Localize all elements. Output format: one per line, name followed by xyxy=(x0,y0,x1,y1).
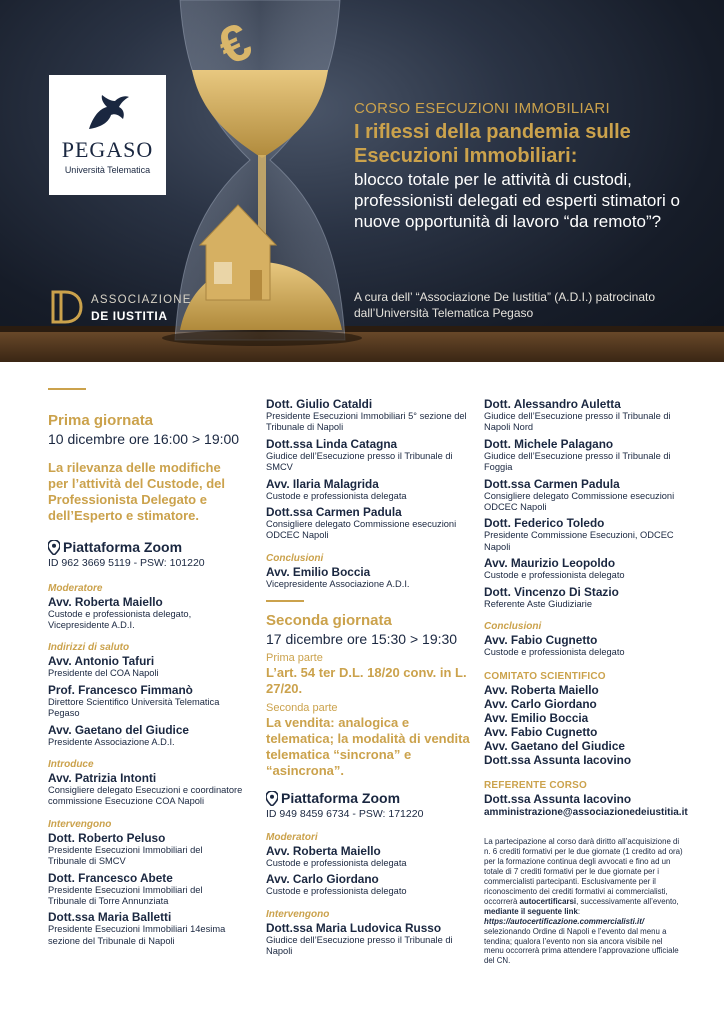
speaker-role: Direttore Scientifico Università Telematica Pegaso xyxy=(48,696,220,719)
speaker-name: Avv. Fabio Cugnetto xyxy=(484,633,598,648)
day1-label: Prima giornata xyxy=(48,411,154,429)
speaker-role: Giudice dell’Esecuzione presso il Tribunale di SMCV xyxy=(266,450,453,473)
comitato-member: Dott.ssa Assunta Iacovino xyxy=(484,753,632,768)
speaker-name: Avv. Emilio Boccia xyxy=(266,564,371,579)
speaker-role: Presidente Esecuzioni Immobiliari del Tribunale di SMCV xyxy=(48,844,203,867)
location-pin-icon xyxy=(266,791,278,806)
pegaso-logo xyxy=(49,75,166,195)
speaker-role: Custode e professionista delegato xyxy=(484,647,625,658)
column-middle xyxy=(266,397,471,957)
referente-heading: REFERENTE CORSO xyxy=(484,780,588,792)
page-title: I riflessi della pandemia sulle Esecuzioni Immobiliari: xyxy=(354,121,631,167)
speaker-role: Referente Aste Giudiziarie xyxy=(484,598,593,609)
column-right xyxy=(484,397,688,966)
day1-introduce-heading: Introduce xyxy=(48,758,94,770)
speaker-name: Avv. Gaetano del Giudice xyxy=(48,722,189,737)
day1-ore: ore xyxy=(128,430,150,447)
pegasus-logo-icon xyxy=(85,93,131,133)
speaker-role: Presidente Esecuzioni Immobiliari 14esima sezione del Tribunale di Napoli xyxy=(48,924,226,946)
autocertificazione-link[interactable]: https://autocertificazione.commercialisti.it/ xyxy=(484,916,645,926)
speaker-name: Dott. Francesco Abete xyxy=(48,870,173,885)
day1-time: 16:00 > 19:00 xyxy=(153,430,240,447)
speaker-name: Dott.ssa Carmen Padula xyxy=(266,505,402,520)
speaker-role: Presidente Commissione Esecuzioni, ODCEC Napoli xyxy=(484,530,674,552)
speaker-name: Avv. Roberta Maiello xyxy=(266,843,381,858)
page-subtitle: blocco totale per le attività di custodi, professionisti delegati ed esperti stimatori o nuove opportunità di lavoro “da remoto”? xyxy=(354,170,680,231)
speaker-name: Dott.ssa Carmen Padula xyxy=(484,476,620,491)
comitato-member: Avv. Gaetano del Giudice xyxy=(484,739,625,754)
location-pin-icon xyxy=(48,540,60,555)
comitato-member: Avv. Roberta Maiello xyxy=(484,683,599,698)
speaker-role: Custode e professionista delegato, Vicepresidente A.D.I. xyxy=(48,608,192,630)
day2-date: 17 dicembre xyxy=(266,630,344,647)
speaker-name: Dott. Federico Toledo xyxy=(484,516,605,531)
speaker-role: Giudice dell’Esecuzione presso il Tribunale di Foggia xyxy=(484,450,671,473)
day2-part1-label: Prima parte xyxy=(266,651,323,664)
speaker-name: Dott. Roberto Peluso xyxy=(48,830,166,845)
referente-name: Dott.ssa Assunta Iacovino xyxy=(484,792,632,807)
day2-platform-id: ID 949 8459 6734 - PSW: 171220 xyxy=(266,807,424,820)
notice-bold: mediante il seguente link xyxy=(484,906,578,916)
day1-date: 10 dicembre xyxy=(48,430,126,447)
day2-label: Seconda giornata xyxy=(266,611,392,629)
speaker-role: Presidente Esecuzioni Immobiliari 5° sezione del Tribunale di Napoli xyxy=(266,411,467,433)
day2-platform-label: Piattaforma Zoom xyxy=(281,789,401,806)
day2-part2-label: Seconda parte xyxy=(266,701,338,714)
logo-name: PEGASO xyxy=(61,137,154,162)
speaker-name: Dott. Alessandro Auletta xyxy=(484,397,621,411)
comitato-member: Avv. Carlo Giordano xyxy=(484,697,597,712)
day1-platform-id: ID 962 3669 5119 - PSW: 101220 xyxy=(48,556,205,569)
day2-intervengono-heading: Intervengono xyxy=(266,908,330,920)
notice-text: , successivamente all’evento, xyxy=(576,896,679,906)
notice-text: La partecipazione al corso darà diritto all’acquisizione di n. 6 crediti formativi per le due giornate (1 credito ad ora) per la formazione continua degli avvocati e fino ad un totale di 7 crediti formativi per le due giornate per i commercialisti partecipanti. Esclusivamente per il riconoscimento dei crediti formativi ai commercialisti, occorrerà xyxy=(484,837,683,906)
speaker-role: Giudice dell’Esecuzione presso il Tribunale di Napoli xyxy=(266,934,453,956)
speaker-name: Avv. Ilaria Malagrida xyxy=(266,476,379,491)
curated-by: A cura dell’ “Associazione De Iustitia” (A.D.I.) patrocinato dall’Università Telematica Pegaso xyxy=(354,290,656,320)
speaker-name: Avv. Carlo Giordano xyxy=(266,872,379,887)
day2-time: 15:30 > 19:30 xyxy=(371,630,458,647)
column-day1 xyxy=(48,380,243,947)
assoc-line2: DE IUSTITIA xyxy=(91,309,168,323)
speaker-name: Avv. Patrizia Intonti xyxy=(48,770,157,785)
speaker-role: Custode e professionista delegato xyxy=(484,570,625,581)
speaker-role: Consigliere delegato Esecuzioni e coordinatore commissione Esecuzione COA Napoli xyxy=(48,784,243,807)
svg-text:€: € xyxy=(209,12,261,78)
speaker-name: Dott. Michele Palagano xyxy=(484,436,614,451)
speaker-role: Presidente Esecuzioni Immobiliari del Tribunale di Torre Annunziata xyxy=(48,884,203,906)
course-kicker: CORSO ESECUZIONI IMMOBILIARI xyxy=(354,100,610,117)
speaker-name: Dott. Vincenzo Di Stazio xyxy=(484,584,619,599)
speaker-name: Dott.ssa Linda Catagna xyxy=(266,436,398,451)
notice-text: selezionando Ordine di Napoli e l’evento dal menu a tendina; qualora l’evento non sia ancora visibile nel menu occorrerà prima attendere l’approvazione ufficiale del CN. xyxy=(484,926,679,966)
divider xyxy=(266,600,304,602)
day2-moderatori-heading: Moderatori xyxy=(266,831,318,843)
speaker-name: Dott.ssa Maria Balletti xyxy=(48,910,172,925)
day1-moderatore-heading: Moderatore xyxy=(48,582,103,594)
speaker-role: Custode e professionista delegata xyxy=(266,857,407,868)
day2-ore: ore xyxy=(346,630,368,647)
divider xyxy=(48,388,86,390)
day1-topic: La rilevanza delle modifiche per l’attività del Custode, del Professionista Delegato e dell’Esperto e stimatore. xyxy=(48,459,225,523)
speaker-name: Prof. Francesco Fimmanò xyxy=(48,682,193,697)
speaker-role: Consigliere delegato Commissione esecuzioni ODCEC Napoli xyxy=(484,490,675,513)
hero-banner xyxy=(0,0,724,362)
notice-text: : xyxy=(577,906,581,916)
day1-saluti-heading: Indirizzi di saluto xyxy=(48,642,130,654)
day2-part2-topic: La vendita: analogica e telematica; la modalità di vendita telematica “sincrona” e “asincrona”. xyxy=(266,714,470,778)
day1-platform-label: Piattaforma Zoom xyxy=(63,538,183,555)
speaker-role: Consigliere delegato Commissione esecuzioni ODCEC Napoli xyxy=(266,519,457,541)
day2-part1-topic: L’art. 54 ter D.L. 18/20 conv. in L. 27/20. xyxy=(266,664,467,696)
speaker-role: Custode e professionista delegata xyxy=(266,490,407,501)
assoc-line1: ASSOCIAZIONE xyxy=(91,294,192,306)
speaker-role: Custode e professionista delegato xyxy=(266,886,407,897)
day1-platform xyxy=(48,538,243,556)
speaker-role: Giudice dell’Esecuzione presso il Tribunale di Napoli Nord xyxy=(484,411,671,433)
speaker-name: Avv. Roberta Maiello xyxy=(48,594,163,609)
logo-subtitle: Università Telematica xyxy=(64,165,151,175)
day2-date-line xyxy=(266,630,471,648)
speaker-role: Presidente Associazione A.D.I. xyxy=(48,736,175,747)
notice-bold: autocertificarsi xyxy=(519,896,577,906)
comitato-member: Avv. Emilio Boccia xyxy=(484,711,589,726)
day2-conclusioni-heading: Conclusioni xyxy=(484,621,542,633)
speaker-name: Avv. Antonio Tafuri xyxy=(48,654,155,669)
credits-notice xyxy=(484,837,684,966)
speaker-name: Dott. Giulio Cataldi xyxy=(266,397,373,411)
speaker-name: Dott.ssa Maria Ludovica Russo xyxy=(266,920,442,935)
speaker-name: Avv. Maurizio Leopoldo xyxy=(484,556,616,571)
de-iustitia-logo-icon xyxy=(51,290,85,324)
day1-intervengono-heading: Intervengono xyxy=(48,818,112,830)
speaker-role: Presidente del COA Napoli xyxy=(48,668,159,679)
day2-platform xyxy=(266,789,471,807)
day1-conclusioni-heading: Conclusioni xyxy=(266,552,324,564)
speaker-role: Vicepresidente Associazione A.D.I. xyxy=(266,578,410,589)
day1-date-line xyxy=(48,430,243,448)
comitato-member: Avv. Fabio Cugnetto xyxy=(484,725,598,740)
comitato-heading: COMITATO SCIENTIFICO xyxy=(484,671,606,683)
referente-email-link[interactable]: amministrazione@associazionedeiustitia.it xyxy=(484,807,688,819)
